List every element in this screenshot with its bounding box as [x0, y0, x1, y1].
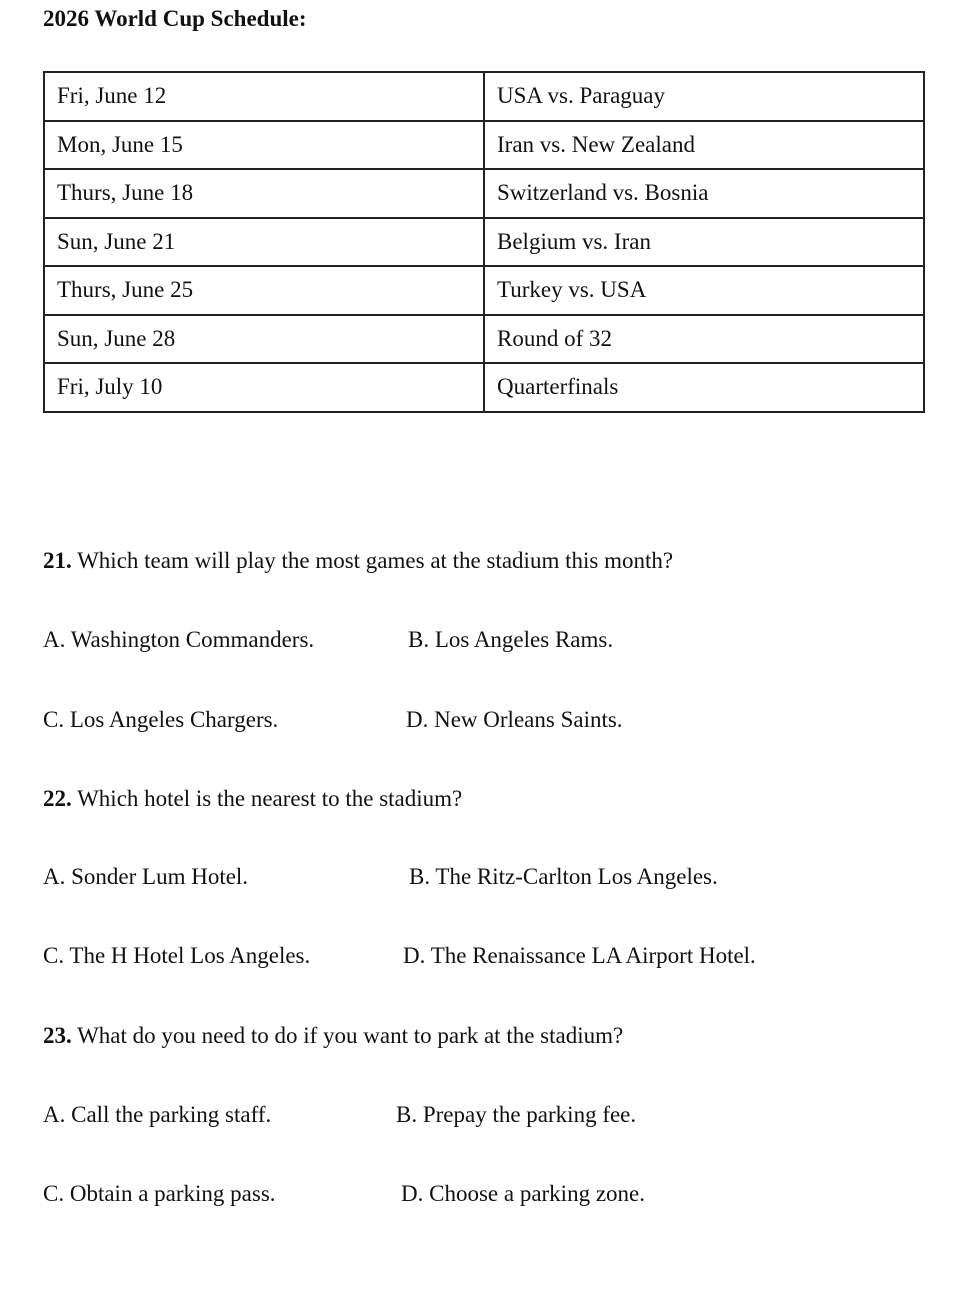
option-22-c[interactable]: C. The H Hotel Los Angeles. [43, 943, 311, 968]
question-23 [43, 1021, 623, 1051]
schedule-date-cell: Thurs, June 25 [44, 266, 484, 315]
question-number: 21. [43, 548, 72, 573]
question-number: 22. [43, 786, 72, 811]
option-21-a[interactable]: A. Washington Commanders. [43, 627, 315, 652]
schedule-match-cell: USA vs. Paraguay [484, 72, 924, 121]
schedule-date-cell: Thurs, June 18 [44, 169, 484, 218]
schedule-date-cell: Sun, June 21 [44, 218, 484, 267]
option-21-c[interactable]: C. Los Angeles Chargers. [43, 707, 279, 732]
page-title: 2026 World Cup Schedule: [43, 6, 307, 31]
table-row [44, 121, 924, 170]
schedule-date-cell: Fri, June 12 [44, 72, 484, 121]
schedule-table [43, 71, 925, 413]
table-row [44, 72, 924, 121]
schedule-match-cell: Switzerland vs. Bosnia [484, 169, 924, 218]
option-22-b[interactable]: B. The Ritz-Carlton Los Angeles. [409, 864, 718, 889]
table-row [44, 363, 924, 412]
schedule-date-cell: Mon, June 15 [44, 121, 484, 170]
option-23-b[interactable]: B. Prepay the parking fee. [396, 1102, 637, 1127]
table-row [44, 169, 924, 218]
option-22-d[interactable]: D. The Renaissance LA Airport Hotel. [403, 943, 756, 968]
table-row [44, 315, 924, 364]
question-text: Which team will play the most games at the stadium this month? [77, 548, 674, 573]
option-23-d[interactable]: D. Choose a parking zone. [401, 1181, 645, 1206]
option-21-b[interactable]: B. Los Angeles Rams. [408, 627, 614, 652]
schedule-match-cell: Turkey vs. USA [484, 266, 924, 315]
question-number: 23. [43, 1023, 72, 1048]
option-23-a[interactable]: A. Call the parking staff. [43, 1102, 272, 1127]
question-text: What do you need to do if you want to park at the stadium? [77, 1023, 624, 1048]
schedule-match-cell: Round of 32 [484, 315, 924, 364]
schedule-match-cell: Belgium vs. Iran [484, 218, 924, 267]
table-row [44, 266, 924, 315]
schedule-match-cell: Quarterfinals [484, 363, 924, 412]
question-21 [43, 546, 673, 576]
table-row [44, 218, 924, 267]
schedule-match-cell: Iran vs. New Zealand [484, 121, 924, 170]
question-text: Which hotel is the nearest to the stadium? [77, 786, 463, 811]
option-21-d[interactable]: D. New Orleans Saints. [406, 707, 623, 732]
question-22 [43, 784, 462, 814]
option-23-c[interactable]: C. Obtain a parking pass. [43, 1181, 276, 1206]
schedule-date-cell: Fri, July 10 [44, 363, 484, 412]
option-22-a[interactable]: A. Sonder Lum Hotel. [43, 864, 249, 889]
schedule-date-cell: Sun, June 28 [44, 315, 484, 364]
